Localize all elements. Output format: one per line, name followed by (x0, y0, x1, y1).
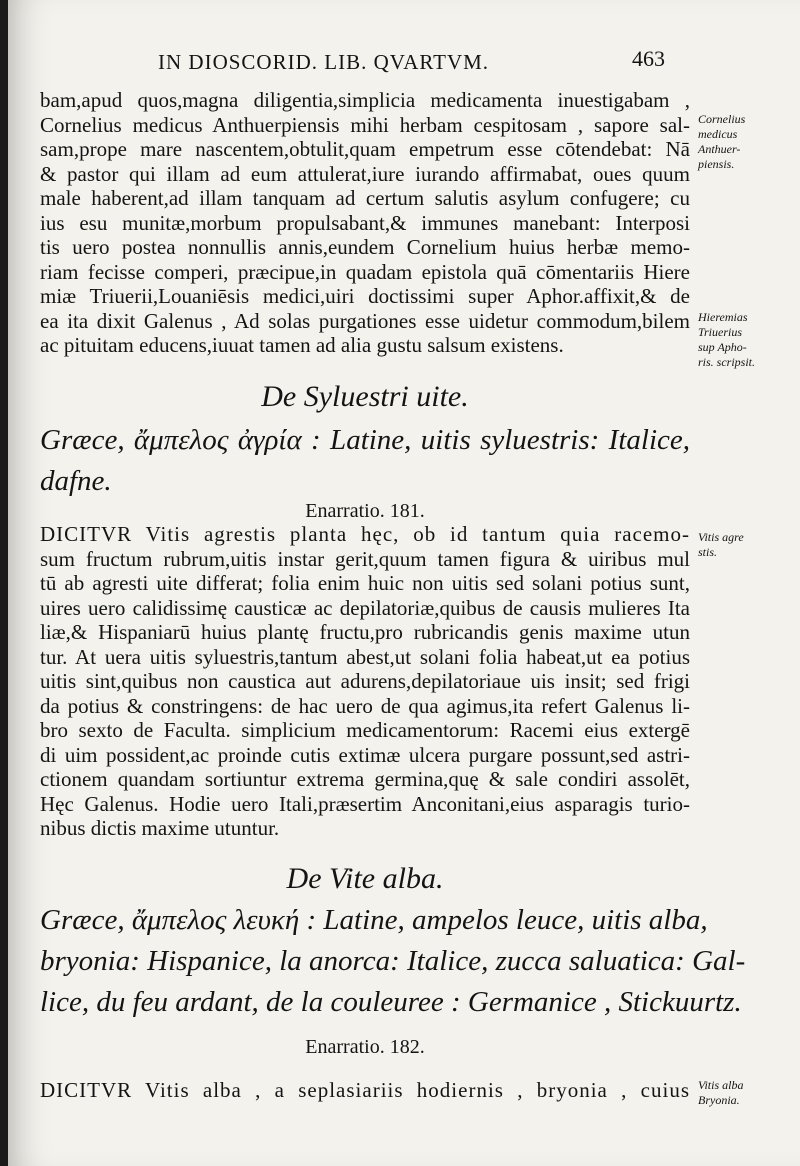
names-line: Græce, ἄμπελος ἀγρία : Latine, uitis syluestris: Italice, (40, 424, 690, 456)
text-line: Cornelius medicus Anthuerpiensis mihi herbam cespitosam , sapore sal- (40, 112, 690, 137)
margin-note-vitis-alba (698, 1078, 798, 1108)
text-line: ctionem quandam sortiuntur extrema germina,quę & sale condiri assolēt, (40, 767, 690, 791)
margin-note-line: Hieremias (698, 310, 748, 324)
names-line: Græce, ἄμπελος λευκή : Latine, ampelos leuce, uitis alba, (40, 904, 708, 936)
text-line: tur. At uera uitis syluestris,tantum abest,ut solani folia habeat,ut ea potius (40, 644, 690, 669)
text-line: & pastor qui illam ad eum attulerat,iure iurando affirmabat, oues quum (40, 161, 690, 186)
margin-note-line: Anthuer- (698, 142, 741, 156)
section3-text (40, 1078, 690, 1103)
margin-note-line: piensis. (698, 157, 735, 171)
book-page (8, 0, 800, 1166)
section-title-vitis-syluestris: De Syluestri uite. (261, 380, 469, 413)
names-line: lice, du feu ardant, de la couleuree : Germanice , Stickuurtz. (40, 986, 742, 1018)
text-line: tū ab agresti uite differat; folia enim huic non uitis sed solani potius sunt, (40, 571, 690, 595)
text-line: liæ,& Hispaniarū huius plantę fructu,pro rubricandis genis maxime utun (40, 620, 690, 644)
text-line: sam,prope mare nascentem,obtulit,quam empetrum esse cōtendebat: Nā (40, 137, 690, 161)
text-line: ea ita dixit Galenus , Ad solas purgationes esse uidetur commodum,bilem (40, 308, 690, 333)
text-line: tis uero postea nonnullis annis,eundem Cornelium huius herbæ memo- (40, 235, 690, 259)
margin-note-cornelius (698, 112, 798, 172)
text-line: bro sexto de Faculta. simplicium medicamentorum: Racemi eius extergē (40, 718, 690, 742)
names-line: dafne. (40, 465, 112, 497)
text-line: miæ Triuerii,Louaniēsis medici,uiri doctissimi super Aphor.affixit,& de (40, 284, 690, 308)
text-line: ius esu munitæ,morbum propulsabant,& immunes manebant: Interposi (40, 210, 690, 235)
text-line: male haberent,ad illam tanquam ad certum salutis asylum confugere; cu (40, 186, 690, 210)
section3-names (40, 900, 746, 1023)
names-line: bryonia: Hispanice, la anorca: Italice, zucca saluatica: Gal- (40, 945, 746, 977)
page-number: 463 (632, 46, 665, 71)
text-line: DICITVR Vitis alba , a seplasiariis hodiernis , bryonia , cuius (40, 1078, 690, 1102)
margin-note-line: Cornelius (698, 112, 746, 126)
enarratio-heading: Enarratio. 182. (305, 1036, 425, 1058)
margin-note-line: stis. (698, 545, 718, 559)
text-line: uires uero calidissimę causticæ ac depilatoriæ,quibus de causis mulieres Ita (40, 595, 690, 620)
margin-note-hieremias (698, 310, 798, 370)
text-line: ac pituitam educens,iuuat tamen ad alia gustu salsum existens. (40, 333, 564, 357)
text-line: sum fructum rubrum,uitis instar gerit,quum tamen figura & uiribus mul (40, 546, 690, 571)
running-title: IN DIOSCORID. LIB. QVARTVM. (158, 50, 490, 74)
text-line: bam,apud quos,magna diligentia,simplicia medicamenta inuestigabam , (40, 88, 690, 112)
section-title-vite-alba: De Vite alba. (286, 862, 444, 895)
margin-note-line: sup Apho- (698, 340, 747, 354)
enarratio-heading: Enarratio. 181. (305, 500, 425, 522)
section1-text (40, 88, 690, 358)
section2-text (40, 522, 690, 841)
text-line: uitis sint,quibus non caustica aut adurens,depilatoriaue uis insit; sed frigi (40, 669, 690, 693)
margin-note-vitis-agrestis (698, 530, 798, 560)
text-line: di uim possident,ac proinde cutis extimæ ulcera purgare possunt,sed astri- (40, 742, 690, 767)
text-line: nibus dictis maxime utuntur. (40, 816, 280, 840)
margin-note-line: ris. scripsit. (698, 355, 756, 369)
text-line: da potius & constringens: de hac uero de qua agimus,ita refert Galenus li- (40, 693, 690, 718)
margin-note-line: Bryonia. (698, 1093, 740, 1107)
section2-names (40, 420, 690, 502)
text-line: riam fecisse comperi, præcipue,in quadam epistola quā cōmentariis Hiere (40, 259, 690, 284)
margin-note-line: Triuerius (698, 325, 743, 339)
margin-note-line: Vitis agre (698, 530, 744, 544)
text-line: DICITVR Vitis agrestis planta hęc, ob id tantum quia racemo- (40, 522, 690, 546)
text-line: Hęc Galenus. Hodie uero Itali,præsertim Anconitani,eius asparagis turio- (40, 791, 690, 816)
margin-note-line: Vitis alba (698, 1078, 744, 1092)
margin-note-line: medicus (698, 127, 738, 141)
